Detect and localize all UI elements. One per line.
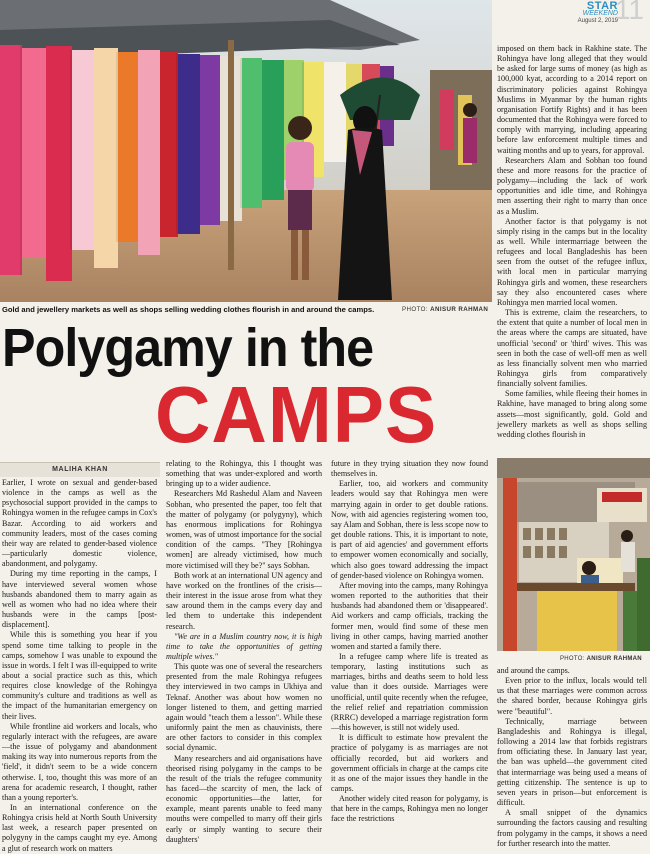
article-column-4-bottom (497, 666, 647, 847)
article-column-3 (331, 459, 488, 847)
paragraph: Researchers Md Rashedul Alam and Naveen Sobhan, who presented the paper, too felt that the matter of polygamy (or polygyny), which has enormous implications for Rohingya women, was of utmost importance for the social condition of the camps. "They [Rohingya women] are already victimised, how much more victimised will they be?" says Sobhan. (166, 489, 322, 570)
article-column-2 (166, 459, 322, 847)
paragraph: Many researchers and aid organisations have theorised rising polygamy in the camps to be the result of the trials the refugee community has faced—the scarcity of men, the lack of economic opportunities—the latter, for example, meant parents unable to feed many mouths were compelled to marry off their girls early or simply wanting to secure their daughters' (166, 753, 322, 844)
pull-quote: "We are in a Muslim country now, it is high time to take the opportunities of getting multiple wives." (166, 631, 322, 661)
paragraph: Another widely cited reason for polygamy, is that here in the camps, Rohingya men no longer face the restrictions (331, 794, 488, 824)
paragraph: imposed on them back in Rakhine state. The Rohingya have long alleged that they would be asked for large sums of money (as high as 100,000 kyat, according to a 2014 report on discriminatory policies against Rohingya Muslims in Myanmar by the human rights organisation Fortify Rights) and it has been documented that the Rohingya were forced to comply with marrying, including appearing before law enforcement multiple times and waiting months and up to years, for approval. (497, 44, 647, 155)
photo-credit-label: PHOTO: (402, 306, 431, 313)
paragraph: During my time reporting in the camps, I have interviewed several women whose husbands abandoned them to marry again as well as women who had no idea where their husbands were in the camps [post-displacement]. (2, 569, 157, 630)
shop-photo (497, 458, 650, 651)
paragraph: Technically, marriage between Bangladeshis and Rohingya is illegal, following a 2014 law that forbids registrars from officiating these. In January last year, the ban was upheld—the government cited that intermarriage was being used a means of getting citizenship. The sentence is up to seven years in prison—but enforcement is difficult. (497, 716, 647, 808)
shop-photo-illustration (497, 458, 650, 651)
paragraph: While frontline aid workers and locals, who regularly interact with the refugees, are aware—the issue of polygamy and abandonment making its way into numerous reports from the 'field', it didn't seem to be a wide concern otherwise. I, too, thought this was more of an arena for academic research, I thought, rather than a young reporter's. (2, 721, 157, 802)
article-column-1 (2, 478, 157, 853)
paragraph: Researchers Alam and Sobhan too found these and more reasons for the practice of polygamy—including the lack of work opportunities and idle time, and Rohingya men asserting their right to marry than once as a Muslim. (497, 155, 647, 216)
photo-caption: Gold and jewellery markets as well as shops selling wedding clothes flourish in and around the camps. (2, 305, 375, 314)
paragraph: It is difficult to estimate how prevalent the practice of polygamy is as marriages are not officially recorded, but aid workers and government officials in charge at the camps cite it as one of the major issues they handle in the camps. (331, 733, 488, 793)
paragraph: This quote was one of several the researchers presented from the male Rohingya refugees they interviewed in two camps in Ukhiya and Teknaf. Another was about how women no longer listened to them, and getting married again would "teach them a lesson". While these uniformly paint the men as chauvinists, there are other factors to consider in this complex social dynamic. (166, 662, 322, 753)
paragraph: Both work at an international UN agency and have worked on the frontlines of the crisis—their interest in the issue arose from what they saw around them in the camps every day and led them to undertake this independent research. (166, 570, 322, 631)
paragraph: A small snippet of the dynamics surrounding the factors causing and resulting from polygamy in the camps, it shows a need for further research into the matter. (497, 808, 647, 848)
photo-credit-name: ANISUR RAHMAN (430, 306, 489, 313)
paragraph: After moving into the camps, many Rohingya women reported to the authorities that their husbands had abandoned them or 'disappeared'. Aid workers and camp officials, tracking the former men, would find some of these men living in other camps, having married another women and started a family there. (331, 580, 488, 651)
paragraph: Some families, while fleeing their homes in Rakhine, have managed to bring along some assets—most significantly, gold. Gold and jewellery markets as well as shops selling wedding clothes flourish in (497, 389, 647, 439)
paragraph: This is extreme, claim the researchers, to the extent that quite a number of local men in the areas where the camps are situated, have unofficial 'second' or 'third' wives. This was seen in both the case of well-off men as well as less financially solvent men who married Rohingya girls from comparatively financially solvent families. (497, 308, 647, 389)
market-photo-illustration (0, 0, 492, 302)
paragraph: Even prior to the influx, locals would tell us that these marriages were common across the shared border, because Rohingya girls were "beautiful". (497, 676, 647, 716)
article-column-4-top (497, 44, 647, 455)
paragraph: Another factor is that polygamy is not simply rising in the camps but in the locality as well. While intermarriage between the refugees and local Bangladeshis has been seen from the outset of the refugee influx, with local men in particular marrying Rohingya girls and women, these researchers say they also encountered cases where Rohingya men married local women. (497, 216, 647, 307)
byline: MALIHA KHAN (0, 462, 160, 477)
page-number: 11 (614, 0, 644, 25)
side-photo-credit-label: PHOTO: (560, 656, 587, 662)
paragraph: While this is something you hear if you spend some time talking to people in the camps, somehow I was unable to expound the issue in words. I felt I was ill-equipped to write about a social practice such as this, which requires close knowledge of the Rohingya community's culture and traditions as well as the impact of the humanitarian emergency on their lives. (2, 630, 157, 721)
paragraph: Earlier, too, aid workers and community leaders would say that Rohingya men were marrying again in order to get double rations. Now, with aid agencies registering women too, say Alam and Sobhan, there is less scope now to get double rations. This, it is important to note, is part of aid agencies' and government efforts to empower women economically and socially, which also goes toward addressing the impact of gender-based violence on Rohingya women. (331, 479, 488, 580)
photo-credit (402, 306, 488, 313)
paragraph: In an international conference on the Rohingya crisis held at North South University last week, a research paper presented on polygyny in the camps caught my eye. Among a glut of research work on matters (2, 803, 157, 853)
masthead (534, 0, 644, 25)
paragraph: In a refugee camp where life is treated as temporary, lasting institutions such as marriages, births and deaths seem to hold less value than it does outside. Marriages were unofficial, until quite recently when the refugee, the relief relief and repatriation commission (RRRC) developed a marriage registration form—this however, is still not widely used. (331, 651, 488, 733)
side-photo-credit (560, 656, 642, 662)
side-photo-credit-name: ANISUR RAHMAN (586, 656, 642, 662)
headline-line-2: CAMPS (155, 370, 438, 459)
section-name: WEEKEND (582, 10, 618, 17)
paragraph: future in they trying situation they now found themselves in. (331, 459, 488, 479)
paragraph: relating to the Rohingya, this I thought was something that was under-explored and worth bringing up to a wider audience. (166, 459, 322, 489)
issue-date: August 2, 2019 (577, 18, 618, 24)
brand-name: STAR (586, 0, 618, 12)
headline-line-1: Polygamy in the (2, 318, 374, 378)
market-photo (0, 0, 492, 302)
paragraph: Earlier, I wrote on sexual and gender-based violence in the camps as well as the psychosocial support provided in the camps to Rohingya women in the refugee camps in Cox's Bazar. According to aid workers and community leaders, most of the cases coming their way are related to gender-based violence—particularly domestic violence, abandonment, and polygamy. (2, 478, 157, 569)
paragraph: and around the camps. (497, 666, 570, 675)
